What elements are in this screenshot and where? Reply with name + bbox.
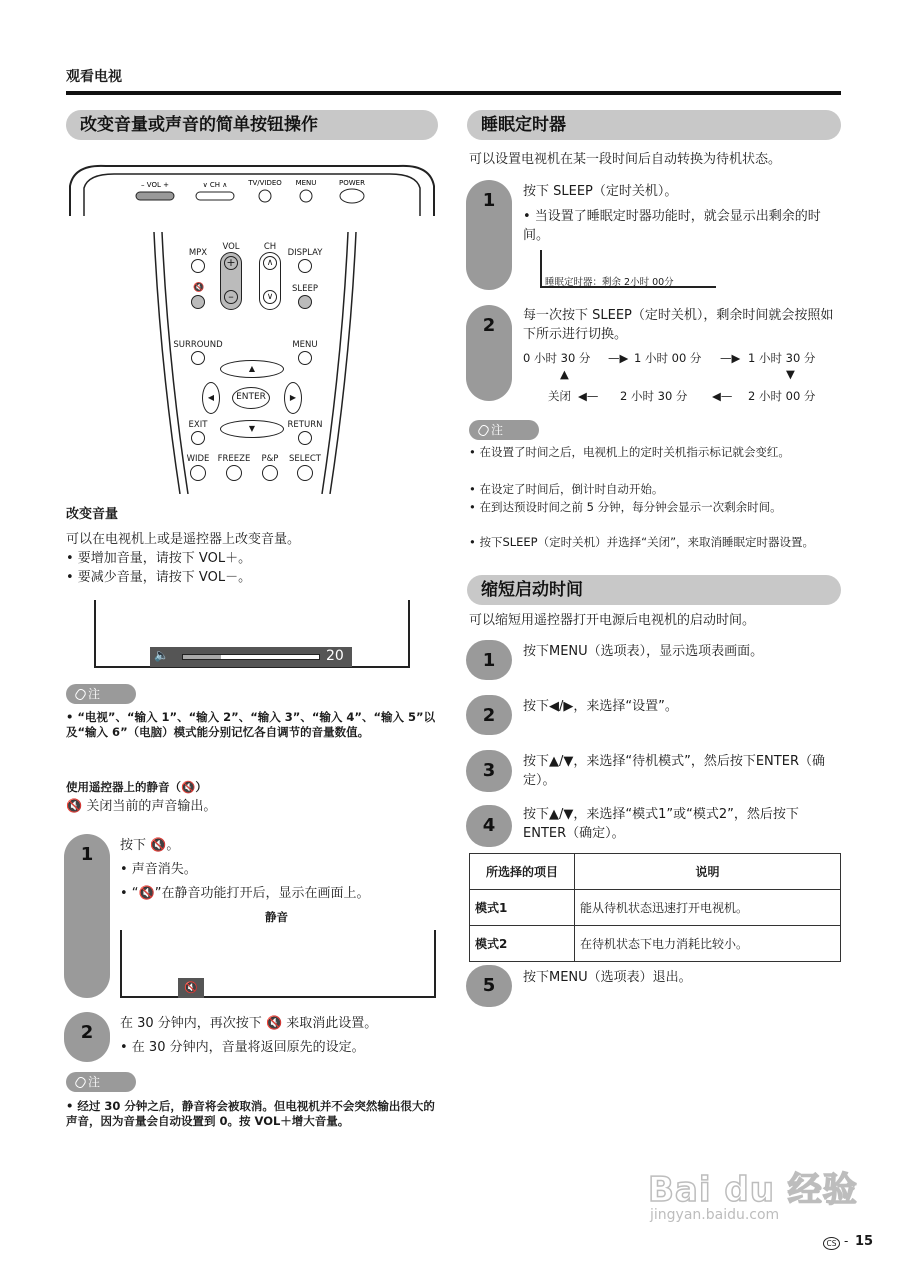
cycle-arrow-1: —▶ <box>608 351 629 365</box>
note-badge-2: 注 <box>66 1072 136 1092</box>
cycle-item-4: 2 小时 00 分 <box>748 389 816 403</box>
section-title-startup: 缩短启动时间 <box>467 575 841 605</box>
sleep-step1-line: 按下 SLEEP（定时关机）。 <box>523 184 678 199</box>
note2-text: • 经过 30 分钟之后，静音将会被取消。但电视机并不会突然输出很大的声音，因为音量会自动设置到 0。按 VOL＋增大音量。 <box>66 1099 435 1128</box>
startup-step-3: 3 <box>466 750 512 792</box>
surround-button <box>191 351 205 365</box>
select-button <box>297 465 313 481</box>
mute-step-2: 2 <box>64 1012 110 1062</box>
mute-osd-icon: 🔇 <box>178 978 204 998</box>
table-row: 模式2 在待机状态下电力消耗比较小。 <box>470 926 841 962</box>
mute-icon: 🔇 <box>193 283 205 293</box>
volume-osd-bar <box>150 647 352 667</box>
tv-panel-label: POWER <box>339 179 365 187</box>
section-title-sleep: 睡眠定时器 <box>467 110 841 140</box>
change-volume-desc: 可以在电视机上或是遥控器上改变音量。 <box>66 532 301 547</box>
cycle-item-off: 关闭 <box>548 389 571 403</box>
table-row: 模式1 能从待机状态迅速打开电视机。 <box>470 890 841 926</box>
ch-down-icon: ∨ <box>263 290 277 304</box>
tv-panel-label: ∨ CH ∧ <box>202 181 228 189</box>
cycle-arrow-down: ▼ <box>786 367 795 381</box>
note-badge-1: 注 <box>66 684 136 704</box>
startup-step-1: 1 <box>466 640 512 680</box>
page-header: 观看电视 <box>66 69 122 85</box>
cycle-item-1: 0 小时 30 分 <box>523 351 591 365</box>
startup-step3-text: 按下▲/▼，来选择“待机模式”，然后按下ENTER（确定）。 <box>523 754 825 788</box>
sleep-osd-text: 睡眠定时器：剩余 2小时 00分 <box>545 277 674 288</box>
sleep-step2-line: 每一次按下 SLEEP（定时关机），剩余时间就会按照如下所示进行切换。 <box>523 308 834 342</box>
cycle-item-2: 1 小时 00 分 <box>634 351 702 365</box>
dpad-down: ▼ <box>220 420 284 438</box>
volume-track <box>182 654 320 660</box>
wide-button <box>190 465 206 481</box>
dpad-right: ▶ <box>284 382 302 414</box>
table-header: 所选择的项目 <box>470 854 575 890</box>
note1-text: • “电视”、“输入 1”、“输入 2”、“输入 3”、“输入 4”、“输入 5”以及“输入 6”（电脑）模式能分别记忆各自调节的音量数值。 <box>66 710 436 739</box>
standby-mode-table <box>469 853 841 962</box>
sleep-note-3: • 在到达预设时间之前 5 分钟，每分钟会显示一次剩余时间。 <box>469 500 782 514</box>
return-button <box>298 431 312 445</box>
tv-panel-label: TV/VIDEO <box>248 179 282 187</box>
exit-button <box>191 431 205 445</box>
vol-minus-icon: – <box>224 290 238 304</box>
header-rule <box>66 91 841 95</box>
display-button <box>298 259 312 273</box>
startup-step4-text: 按下▲/▼，来选择“模式1”或“模式2”，然后按下ENTER（确定）。 <box>523 807 799 841</box>
change-volume-heading: 改变音量 <box>66 507 119 522</box>
mute-step1-b1: • 声音消失。 <box>120 862 197 877</box>
ch-up-icon: ∧ <box>263 256 277 270</box>
dpad-left: ◀ <box>202 382 220 414</box>
startup-step-5: 5 <box>466 965 512 1007</box>
note-badge-3: 注 <box>469 420 539 440</box>
dpad-up: ▲ <box>220 360 284 378</box>
sleep-step-2: 2 <box>466 305 512 401</box>
mute-button <box>191 295 205 309</box>
mute-heading: 使用遥控器上的静音（🔇） <box>66 780 207 794</box>
table-header: 说明 <box>575 854 841 890</box>
page-number: 15 <box>855 1234 874 1249</box>
cycle-arrow-4: ◀— <box>712 389 733 403</box>
startup-step1-text: 按下MENU（选项表），显示选项表画面。 <box>523 644 764 659</box>
mpx-button <box>191 259 205 273</box>
page-dash: - <box>844 1234 849 1248</box>
mute-step2-line: 在 30 分钟内，再次按下 🔇 来取消此设置。 <box>120 1016 378 1031</box>
freeze-button <box>226 465 242 481</box>
cycle-item-5: 2 小时 30 分 <box>620 389 688 403</box>
sleep-step-1: 1 <box>466 180 512 290</box>
startup-step-2: 2 <box>466 695 512 735</box>
sleep-note-4: • 按下SLEEP（定时关机）并选择“关闭”，来取消睡眠定时器设置。 <box>469 535 815 549</box>
mute-desc: 🔇 关闭当前的声音输出。 <box>66 799 217 814</box>
startup-step-4: 4 <box>466 805 512 847</box>
tv-panel-label: – VOL + <box>141 181 169 189</box>
mute-step1-line: 按下 🔇。 <box>120 838 180 853</box>
mute-step2-b1: • 在 30 分钟内，音量将返回原先的设定。 <box>120 1040 365 1055</box>
mute-step-1: 1 <box>64 834 110 998</box>
cycle-arrow-3: ◀— <box>578 389 599 403</box>
enter-button: ENTER <box>232 387 270 409</box>
watermark-url: jingyan.baidu.com <box>650 1207 780 1223</box>
startup-desc: 可以缩短用遥控器打开电源后电视机的启动时间。 <box>469 613 756 628</box>
volume-fill <box>183 655 221 659</box>
sleep-note-2: • 在设定了时间后，倒计时自动开始。 <box>469 482 664 496</box>
volume-value: 20 <box>326 648 344 664</box>
menu-button <box>298 351 312 365</box>
vol-plus-icon: + <box>224 256 238 270</box>
section-title-volume: 改变音量或声音的简单按钮操作 <box>66 110 438 140</box>
speaker-icon: 🔈 <box>154 648 169 662</box>
page-prefix: CS <box>823 1237 840 1250</box>
pp-button <box>262 465 278 481</box>
mute-step1-b2: • “🔇”在静音功能打开后，显示在画面上。 <box>120 886 370 901</box>
sleep-button <box>298 295 312 309</box>
startup-step2-text: 按下◀/▶，来选择“设置”。 <box>523 699 678 714</box>
change-volume-inc: • 要增加音量，请按下 VOL＋。 <box>66 551 252 566</box>
cycle-arrow-2: —▶ <box>720 351 741 365</box>
sleep-note-1: • 在设置了时间之后，电视机上的定时关机指示标记就会变红。 <box>469 445 790 459</box>
tv-front-panel <box>66 160 438 218</box>
tv-panel-label: MENU <box>295 179 317 187</box>
startup-step5-text: 按下MENU（选项表）退出。 <box>523 970 692 985</box>
cycle-arrow-up: ▲ <box>560 367 569 381</box>
sleep-step1-b1: • 当设置了睡眠定时器功能时，就会显示出剩余的时间。 <box>523 209 821 243</box>
watermark-logo: Bai du 经验 <box>648 1170 858 1210</box>
cycle-item-3: 1 小时 30 分 <box>748 351 816 365</box>
change-volume-dec: • 要减少音量，请按下 VOL－。 <box>66 570 252 585</box>
mute-screen-label: 静音 <box>265 910 288 924</box>
mute-screen <box>120 930 436 998</box>
sleep-desc: 可以设置电视机在某一段时间后自动转换为待机状态。 <box>469 152 782 167</box>
